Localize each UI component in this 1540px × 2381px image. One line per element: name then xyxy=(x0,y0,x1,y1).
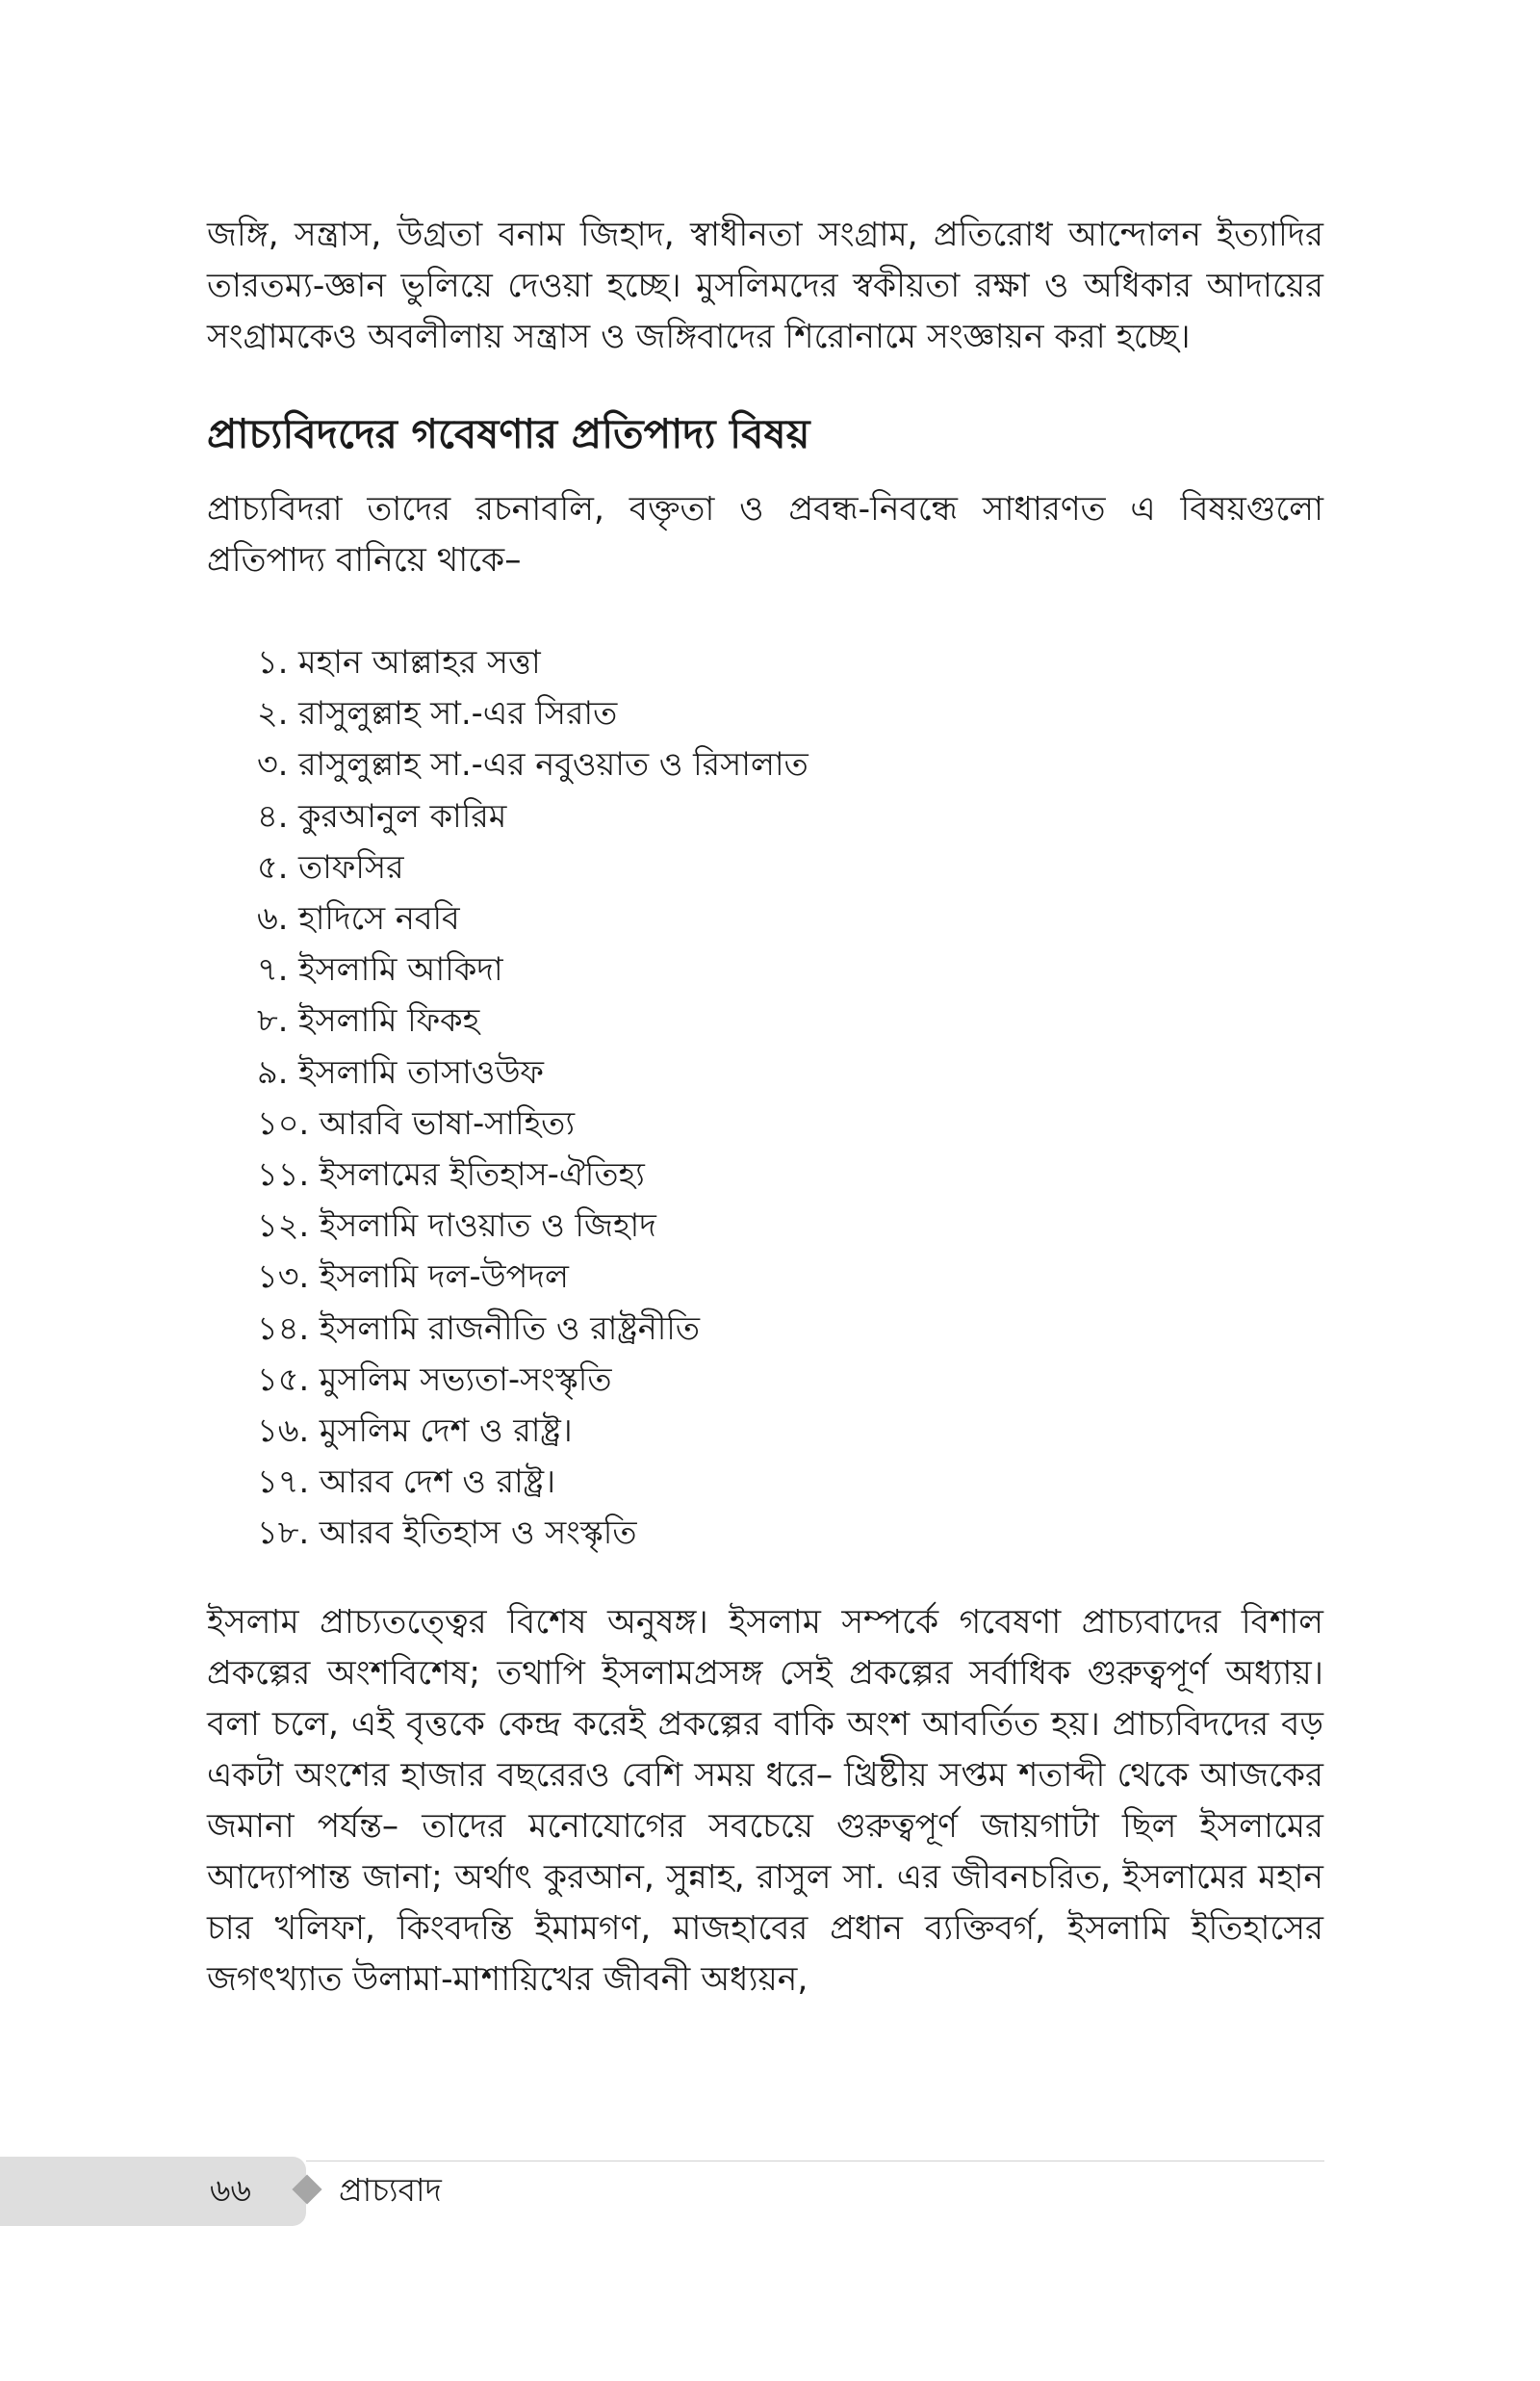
list-item xyxy=(257,944,1323,995)
list-item-number: ১৬. xyxy=(257,1411,310,1450)
list-item-number: ১০. xyxy=(257,1103,310,1142)
list-item-text: ইসলামি রাজনীতি ও রাষ্ট্রনীতি xyxy=(319,1308,701,1347)
page-footer xyxy=(0,2157,1540,2226)
section-lead-paragraph: প্রাচ্যবিদরা তাদের রচনাবলি, বক্তৃতা ও প্রবন্ধ-নিবন্ধে সাধারণত এ বিষয়গুলো প্রতিপাদ্য বানিয়ে থাকে– xyxy=(207,490,1323,580)
intro-paragraph: জঙ্গি, সন্ত্রাস, উগ্রতা বনাম জিহাদ, স্বাধীনতা সংগ্রাম, প্রতিরোধ আন্দোলন ইত্যাদির তারতম্য-জ্ঞান ভুলিয়ে দেওয়া হচ্ছে। মুসলিমদের স্বকীয়তা রক্ষা ও অধিকার আদায়ের সংগ্রামকেও অবলীলায় সন্ত্রাস ও জঙ্গিবাদের শিরোনামে সংজ্ঞায়ন করা হচ্ছে। xyxy=(207,216,1323,356)
closing-paragraph: ইসলাম প্রাচ্যতত্ত্বের বিশেষ অনুষঙ্গ। ইসলাম সম্পর্কে গবেষণা প্রাচ্যবাদের বিশাল প্রকল্পের অংশবিশেষ; তথাপি ইসলামপ্রসঙ্গ সেই প্রকল্পের সর্বাধিক গুরুত্বপূর্ণ অধ্যায়। বলা চলে, এই বৃত্তকে কেন্দ্র করেই প্রকল্পের বাকি অংশ আবর্তিত হয়। প্রাচ্যবিদদের বড় একটা অংশের হাজার বছরেরও বেশি সময় ধরে– খ্রিষ্টীয় সপ্তম শতাব্দী থেকে আজকের জমানা পর্যন্ত– তাদের মনোযোগের সবচেয়ে গুরুত্বপূর্ণ জায়গাটা ছিল ইসলামের আদ্যোপান্ত জানা; অর্থাৎ কুরআন, সুন্নাহ, রাসুল সা. এর জীবনচরিত, ইসলামের মহান চার খলিফা, কিংবদন্তি ইমামগণ, মাজহাবের প্রধান ব্যক্তিবর্গ, ইসলামি ইতিহাসের জগৎখ্যাত উলামা-মাশায়িখের জীবনী অধ্যয়ন, xyxy=(207,1602,1323,1999)
list-item-number: ২. xyxy=(257,694,289,733)
list-item xyxy=(257,1098,1323,1149)
footer-tab xyxy=(0,2157,306,2226)
list-item-number: ১৩. xyxy=(257,1257,310,1296)
list-item xyxy=(257,1200,1323,1251)
list-item xyxy=(257,1251,1323,1302)
list-item xyxy=(257,1507,1323,1558)
list-item-text: আরব ইতিহাস ও সংস্কৃতি xyxy=(319,1514,637,1552)
list-item-number: ১৫. xyxy=(257,1359,310,1398)
list-item xyxy=(257,995,1323,1046)
section-heading: প্রাচ্যবিদদের গবেষণার প্রতিপাদ্য বিষয় xyxy=(207,410,810,457)
list-item-number: ৮. xyxy=(257,1001,289,1040)
list-item xyxy=(257,1456,1323,1507)
list-item xyxy=(257,738,1323,789)
list-item-text: ইসলামের ইতিহাস-ঐতিহ্য xyxy=(319,1155,645,1194)
list-item xyxy=(257,841,1323,893)
list-item-text: মহান আল্লাহর সত্তা xyxy=(298,643,541,681)
page-number: ৬৬ xyxy=(210,2171,251,2209)
list-item-text: রাসুলুল্লাহ সা.-এর নবুওয়াত ও রিসালাত xyxy=(298,745,808,784)
list-item-text: মুসলিম সভ্যতা-সংস্কৃতি xyxy=(319,1359,612,1398)
list-item xyxy=(257,636,1323,687)
list-item xyxy=(257,1354,1323,1405)
list-item-text: কুরআনুল কারিম xyxy=(298,796,507,835)
list-item-text: ইসলামি ফিকহ xyxy=(298,1001,480,1040)
list-item-number: ১৭. xyxy=(257,1462,310,1501)
page-body xyxy=(207,210,1323,2006)
list-item xyxy=(257,790,1323,841)
list-item-number: ৪. xyxy=(257,796,289,835)
topics-list xyxy=(257,636,1323,1559)
list-item-number: ১. xyxy=(257,643,289,681)
list-item-number: ৯. xyxy=(257,1052,289,1091)
list-item xyxy=(257,1149,1323,1200)
list-item-text: আরব দেশ ও রাষ্ট্র। xyxy=(319,1462,556,1501)
list-item-number: ১৪. xyxy=(257,1308,310,1347)
list-item-text: ইসলামি আকিদা xyxy=(298,950,503,989)
list-item-text: মুসলিম দেশ ও রাষ্ট্র। xyxy=(319,1411,573,1450)
list-item-text: আরবি ভাষা-সাহিত্য xyxy=(319,1103,576,1142)
list-item-text: তাফসির xyxy=(298,847,404,886)
list-item xyxy=(257,1047,1323,1098)
list-item xyxy=(257,893,1323,944)
running-title: প্রাচ্যবাদ xyxy=(339,2171,442,2209)
list-item-number: ১২. xyxy=(257,1206,310,1245)
list-item xyxy=(257,1405,1323,1456)
list-item-text: রাসুলুল্লাহ সা.-এর সিরাত xyxy=(298,694,618,733)
list-item-number: ৩. xyxy=(257,745,289,784)
list-item-number: ৭. xyxy=(257,950,289,989)
list-item-text: ইসলামি দল-উপদল xyxy=(319,1257,569,1296)
list-item-number: ১৮. xyxy=(257,1514,310,1552)
list-item-text: হাদিসে নববি xyxy=(298,899,460,938)
list-item-number: ১১. xyxy=(257,1155,310,1194)
list-item-number: ৫. xyxy=(257,847,289,886)
list-item-number: ৬. xyxy=(257,899,289,938)
list-item-text: ইসলামি দাওয়াত ও জিহাদ xyxy=(319,1206,656,1245)
list-item xyxy=(257,687,1323,738)
list-item xyxy=(257,1303,1323,1354)
list-item-text: ইসলামি তাসাওউফ xyxy=(298,1052,545,1091)
